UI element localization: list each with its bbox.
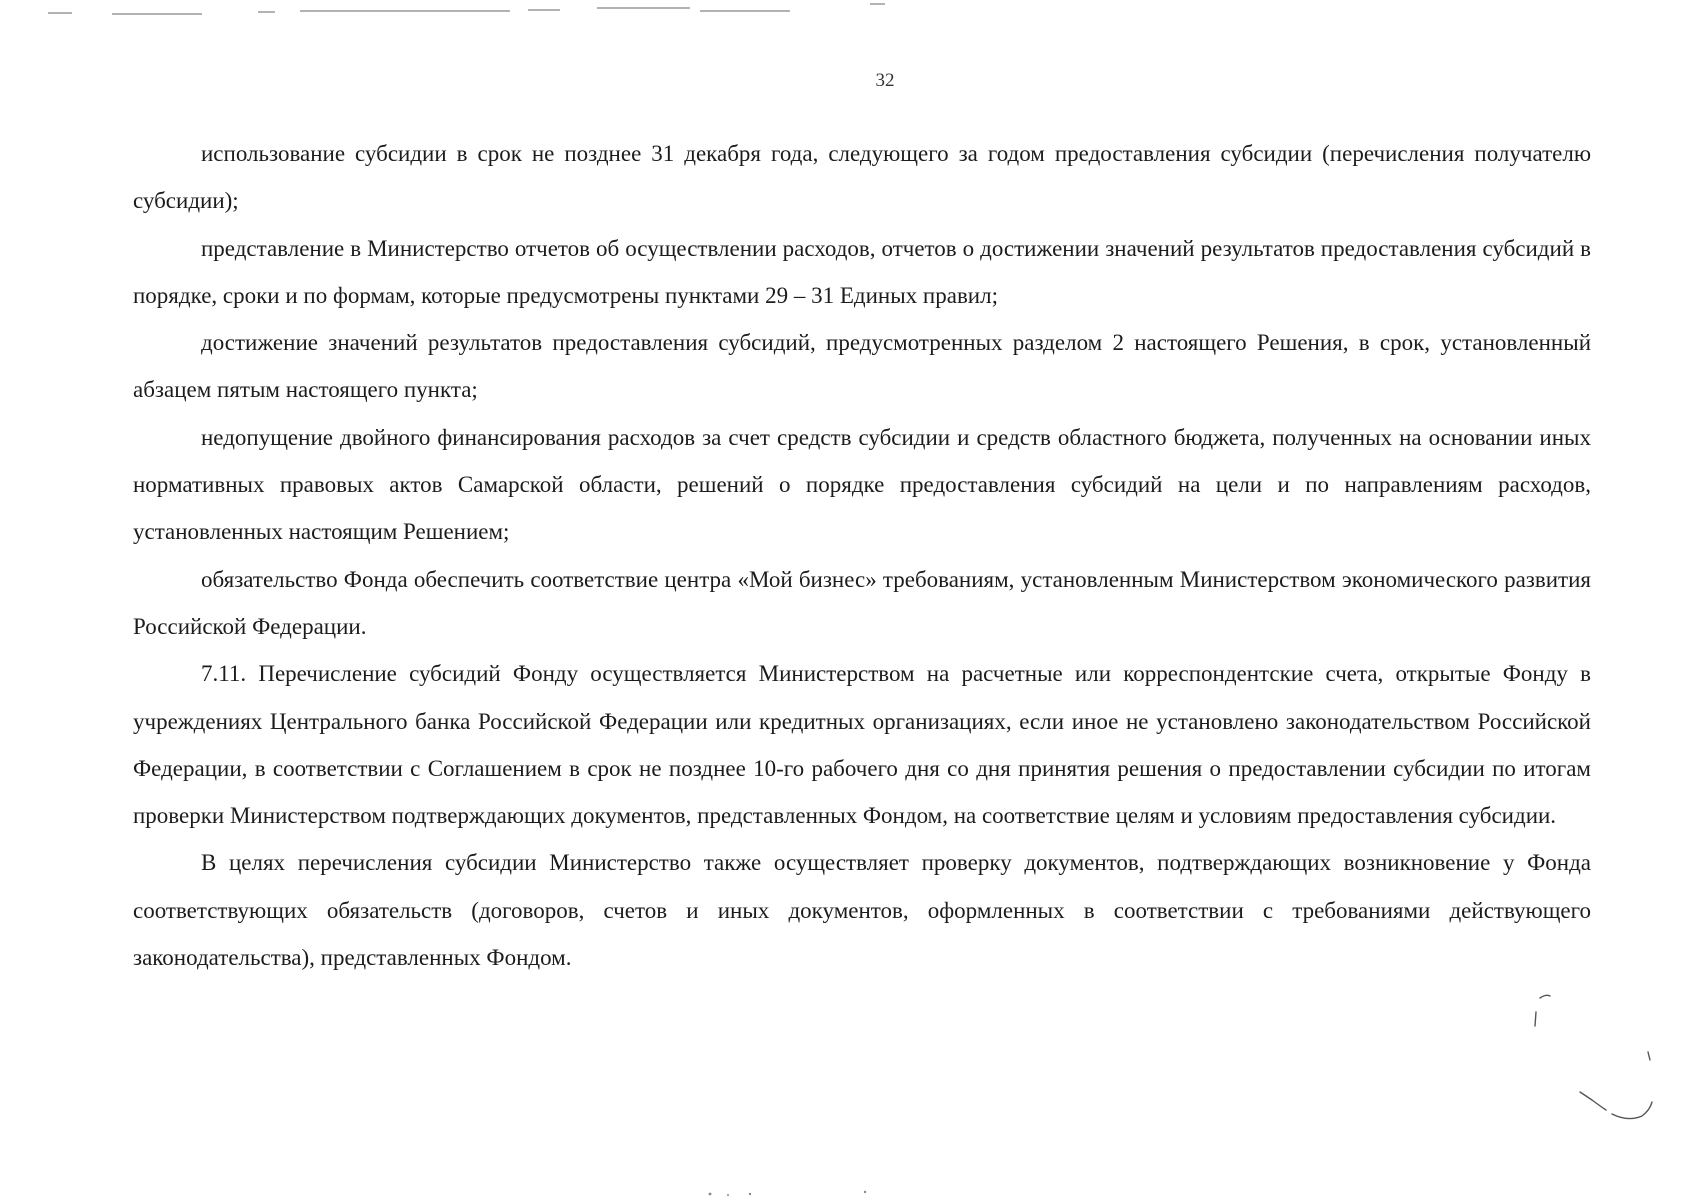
paragraph: представление в Министерство отчетов об осуществлении расходов, отчетов о достижении значений результатов предоставления субсидий в порядке, сроки и по формам, которые предусмотрены пунктами 29 – 31 Единых правил;: [133, 235, 1591, 308]
scan-specks: [680, 1188, 900, 1200]
paragraph: недопущение двойного финансирования расходов за счет средств субсидии и средств областного бюджета, полученных на основании иных нормативных правовых актов Самарской области, решений о порядке предоставления субсидий на цели и по направлениям расходов, установленных настоящим Решением;: [133, 424, 1591, 545]
handwritten-marks: [1500, 990, 1680, 1150]
paragraph: обязательство Фонда обеспечить соответствие центра «Мой бизнес» требованиям, установленным Министерством экономического развития Российской Федерации.: [133, 566, 1591, 639]
document-body: [133, 130, 1591, 981]
scan-artifact-lines: [0, 0, 900, 20]
paragraph: использование субсидии в срок не позднее 31 декабря года, следующего за годом предоставления субсидии (перечисления получателю субсидии);: [133, 141, 1591, 214]
page-number: 32: [875, 70, 895, 91]
paragraph: В целях перечисления субсидии Министерство также осуществляет проверку документов, подтверждающих возникновение у Фонда соответствующих обязательств (договоров, счетов и иных документов, оформленных в соответствии с требованиями действующего законодательства), представленных Фондом.: [133, 850, 1591, 971]
paragraph: достижение значений результатов предоставления субсидий, предусмотренных разделом 2 настоящего Решения, в срок, установленный абзацем пятым настоящего пункта;: [133, 330, 1591, 403]
paragraph: 7.11. Перечисление субсидий Фонду осуществляется Министерством на расчетные или корреспондентские счета, открытые Фонду в учреждениях Центрального банка Российской Федерации или кредитных организациях, если иное не установлено законодательством Российской Федерации, в соответствии с Соглашением в срок не позднее 10-го рабочего дня со дня принятия решения о предоставлении субсидии по итогам проверки Министерством подтверждающих документов, представленных Фондом, на соответствие целям и условиям предоставления субсидии.: [133, 661, 1591, 829]
